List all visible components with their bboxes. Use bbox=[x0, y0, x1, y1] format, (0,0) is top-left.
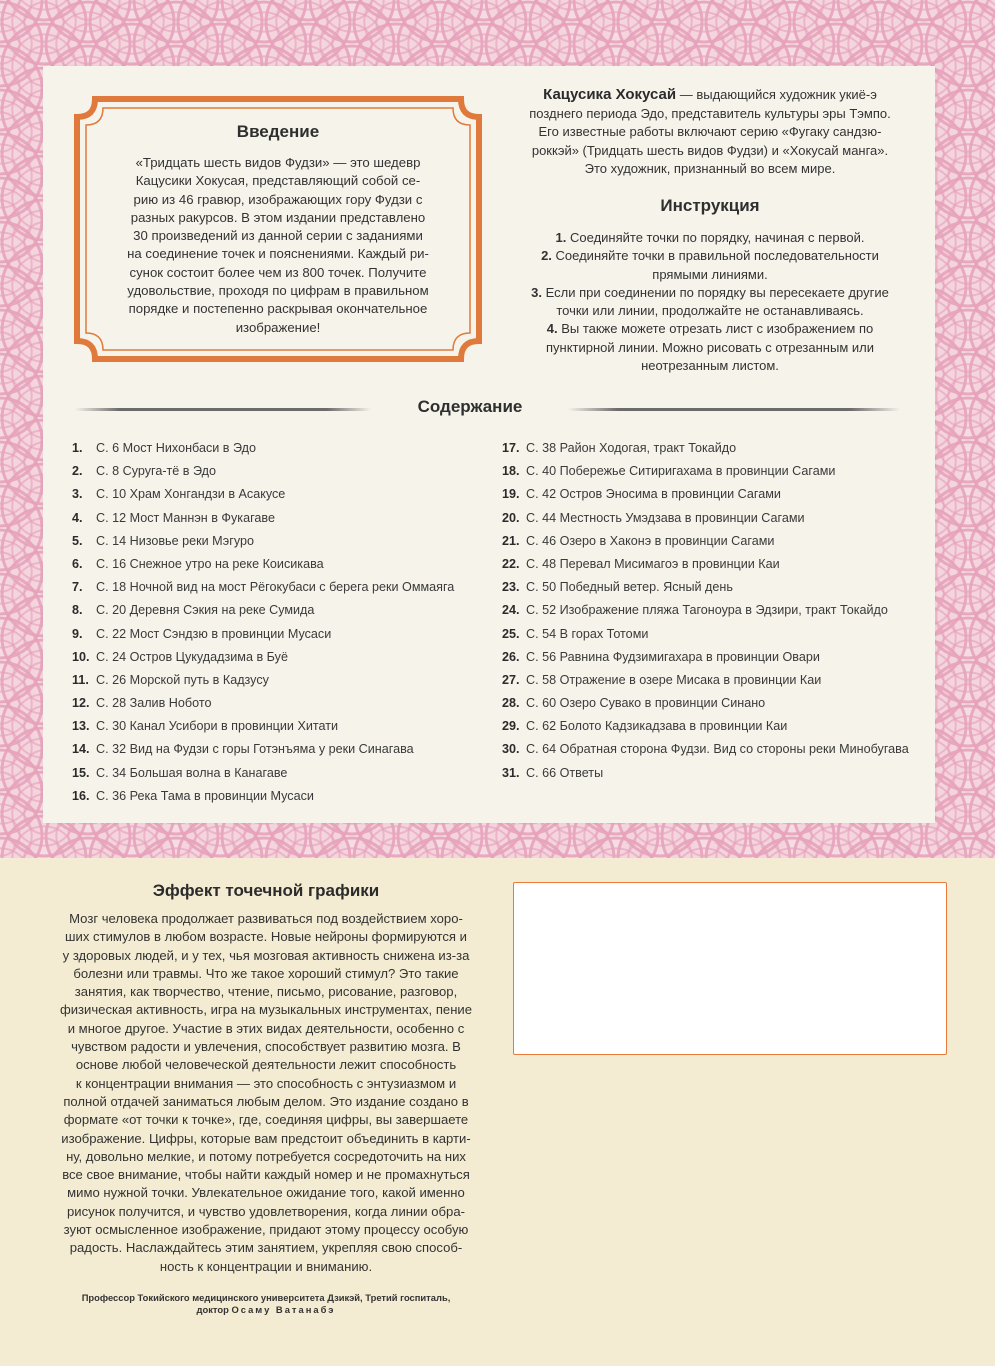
toc-item bbox=[502, 738, 932, 761]
toc-number: 27. bbox=[502, 672, 520, 687]
toc-text: С. 34 Большая волна в Канагаве bbox=[96, 765, 288, 780]
toc-number: 19. bbox=[502, 487, 520, 502]
toc-number: 5. bbox=[72, 533, 83, 548]
toc-item bbox=[72, 530, 492, 553]
empty-drawing-box bbox=[513, 882, 947, 1055]
toc-item bbox=[502, 437, 932, 460]
contents-heading bbox=[75, 394, 900, 424]
effect-line: ших стимулов в любом возрасте. Новые нейроны формируются и bbox=[65, 929, 467, 945]
signature-line bbox=[45, 1304, 487, 1316]
toc-number: 20. bbox=[502, 510, 520, 525]
toc-number: 6. bbox=[72, 556, 83, 571]
toc-item bbox=[502, 646, 932, 669]
instruction-number: 2. bbox=[541, 248, 552, 264]
instruction-line: неотрезанным листом. bbox=[641, 358, 779, 374]
instruction-line bbox=[510, 284, 910, 302]
effect-line: чувством радости и увлечения, способствует развитию мозга. В bbox=[71, 1039, 461, 1055]
instruction-item bbox=[510, 284, 910, 321]
intro-line: 30 произведений из данной серии с заданиями bbox=[133, 228, 423, 244]
toc-item bbox=[72, 437, 492, 460]
instruction-text: Соединяйте точки в правильной последовательности bbox=[551, 248, 879, 264]
toc-text: С. 46 Озеро в Хаконэ в провинции Сагами bbox=[526, 533, 775, 548]
divider-left bbox=[75, 408, 371, 411]
toc-item bbox=[502, 715, 932, 738]
intro-line: на соединение точек и пояснениями. Каждый ри- bbox=[127, 246, 429, 262]
instruction-text: Если при соединении по порядку вы пересекаете другие bbox=[542, 284, 889, 300]
toc-number: 3. bbox=[72, 487, 83, 502]
toc-number: 14. bbox=[72, 742, 90, 757]
toc-number: 1. bbox=[72, 441, 83, 455]
instruction-line bbox=[510, 320, 910, 338]
effect-title: Эффект точечной графики bbox=[152, 881, 380, 900]
toc-text: С. 42 Остров Эносима в провинции Сагами bbox=[526, 487, 781, 502]
toc-text: С. 38 Район Ходогая, тракт Токайдо bbox=[526, 441, 737, 455]
instruction-text: Вы также можете отрезать лист с изображением по bbox=[557, 321, 874, 337]
signature-prefix: доктор bbox=[196, 1304, 232, 1315]
toc-item bbox=[72, 553, 492, 576]
toc-item bbox=[502, 507, 932, 530]
author-first-line bbox=[510, 86, 910, 105]
instruction-item bbox=[510, 247, 910, 284]
toc-item bbox=[502, 692, 932, 715]
toc-text: С. 64 Обратная сторона Фудзи. Вид со стороны реки Минобугава bbox=[526, 742, 909, 757]
author-name: Кацусика Хокусай bbox=[543, 86, 677, 103]
effect-line: формате «от точки к точке», где, соединяя цифры, вы завершаете bbox=[63, 1112, 469, 1128]
toc-item bbox=[72, 738, 492, 761]
signature-line: Профессор Токийского медицинского университета Дзикэй, Третий госпиталь, bbox=[81, 1292, 451, 1303]
effect-line: болезни или травмы. Что же такое хороший стимул? Это такие bbox=[73, 965, 459, 981]
effect-line: полной отдачей заниматься любым делом. Это издание создано в bbox=[63, 1093, 469, 1109]
toc-number: 31. bbox=[502, 765, 520, 780]
toc-text: С. 20 Деревня Сэкия на реке Сумида bbox=[96, 603, 315, 618]
effect-line: ну, довольно мелкие, и потому потребуется сосредоточить на них bbox=[66, 1148, 466, 1164]
intro-line: удовольствие, проходя по цифрам в правильном bbox=[127, 283, 429, 299]
toc-item bbox=[72, 460, 492, 483]
author-line: Это художник, признанный во всем мире. bbox=[584, 161, 836, 176]
toc-text: С. 48 Перевал Мисимагоэ в провинции Каи bbox=[526, 556, 780, 571]
toc-number: 24. bbox=[502, 603, 520, 618]
toc-text: С. 60 Озеро Сувако в провинции Синано bbox=[526, 696, 766, 711]
toc-text: С. 58 Отражение в озере Мисака в провинции Каи bbox=[526, 672, 822, 687]
author-line: Его известные работы включают серию «Фугаку сандзю- bbox=[538, 124, 882, 139]
toc-number: 26. bbox=[502, 649, 520, 664]
toc-column-left bbox=[72, 437, 492, 808]
toc-number: 9. bbox=[72, 626, 83, 641]
toc-text: С. 18 Ночной вид на мост Рёгокубаси с берега реки Оммаяга bbox=[96, 580, 455, 595]
toc-item bbox=[502, 762, 932, 785]
toc-number: 10. bbox=[72, 649, 90, 664]
toc-text: С. 28 Залив Нобото bbox=[96, 696, 212, 711]
instructions-title: Инструкция bbox=[660, 196, 760, 215]
toc-item bbox=[72, 692, 492, 715]
toc-text: С. 56 Равнина Фудзимигахара в провинции Овари bbox=[526, 649, 820, 664]
toc-text: С. 22 Мост Сэндзю в провинции Мусаси bbox=[96, 626, 332, 641]
instruction-line bbox=[510, 247, 910, 265]
instruction-text: Соединяйте точки по порядку, начиная с первой. bbox=[566, 230, 865, 245]
toc-text: С. 32 Вид на Фудзи с горы Готэнъяма у реки Синагава bbox=[96, 742, 414, 757]
author-description bbox=[510, 86, 910, 179]
toc-number: 11. bbox=[72, 672, 89, 687]
effect-line: изображение. Цифры, которые вам предстоит объединить в карти- bbox=[61, 1130, 471, 1146]
instruction-item bbox=[510, 320, 910, 375]
toc-number: 8. bbox=[72, 603, 83, 618]
intro-line: Кацусики Хокусая, представляющий собой се- bbox=[135, 173, 421, 189]
toc-number: 30. bbox=[502, 742, 520, 757]
toc-text: С. 10 Храм Хонгандзи в Асакусе bbox=[96, 487, 286, 502]
toc-text: С. 36 Река Тама в провинции Мусаси bbox=[96, 788, 314, 803]
instructions-list bbox=[510, 229, 910, 375]
intro-line: разных ракурсов. В этом издании представлено bbox=[130, 209, 426, 225]
toc-number: 17. bbox=[502, 441, 520, 455]
toc-item bbox=[72, 623, 492, 646]
author-line: роккэй» (Тридцать шесть видов Фудзи) и «Хокусай манга». bbox=[531, 142, 889, 158]
toc-item bbox=[72, 576, 492, 599]
intro-frame bbox=[73, 95, 483, 363]
effect-text bbox=[40, 910, 492, 1276]
toc-item bbox=[502, 576, 932, 599]
divider-right bbox=[568, 408, 900, 411]
intro-line: сунок состоит более чем из 800 точек. Получите bbox=[129, 264, 427, 280]
intro-line: изображение! bbox=[235, 319, 321, 335]
signature bbox=[45, 1292, 487, 1316]
toc-text: С. 50 Победный ветер. Ясный день bbox=[526, 580, 733, 595]
effect-line: основе любой человеческой деятельности лежит способность bbox=[75, 1057, 457, 1073]
toc-item bbox=[72, 762, 492, 785]
toc-number: 15. bbox=[72, 765, 90, 780]
toc-text: С. 12 Мост Маннэн в Фукагаве bbox=[96, 510, 275, 525]
intro-line: рию из 46 гравюр, изображающих гору Фудзи с bbox=[133, 191, 423, 207]
toc-number: 18. bbox=[502, 464, 520, 479]
toc-item bbox=[502, 530, 932, 553]
toc-item bbox=[502, 483, 932, 506]
effect-line: к концентрации внимания — это способность с энтузиазмом и bbox=[75, 1075, 457, 1091]
effect-line: радость. Наслаждайтесь этим занятием, укрепляя свою способ- bbox=[69, 1240, 463, 1256]
toc-number: 25. bbox=[502, 626, 520, 641]
signature-name: Осаму Ватанабэ bbox=[231, 1304, 336, 1315]
toc-text: С. 6 Мост Нихонбаси в Эдо bbox=[96, 441, 256, 455]
instruction-number: 1. bbox=[555, 230, 567, 245]
toc-number: 4. bbox=[72, 510, 83, 525]
effect-line: все свое внимание, чтобы найти каждый номер и не промахнуться bbox=[62, 1167, 470, 1183]
toc-number: 29. bbox=[502, 719, 520, 734]
toc-item bbox=[72, 785, 492, 808]
toc-item bbox=[502, 553, 932, 576]
intro-line: «Тридцать шесть видов Фудзи» — это шедевр bbox=[135, 155, 421, 170]
instruction-number: 3. bbox=[531, 284, 543, 300]
toc-text: С. 66 Ответы bbox=[526, 765, 604, 780]
toc-number: 12. bbox=[72, 696, 90, 711]
toc-number: 13. bbox=[72, 719, 90, 734]
instruction-line bbox=[510, 229, 910, 247]
contents-title: Содержание bbox=[417, 397, 523, 416]
toc-item bbox=[72, 599, 492, 622]
instruction-line: пунктирной линии. Можно рисовать с отрезанным или bbox=[546, 339, 874, 355]
effect-line: рисунок получится, и чувство удовлетворения, когда линии обра- bbox=[67, 1203, 465, 1219]
toc-number: 16. bbox=[72, 788, 90, 803]
toc-number: 2. bbox=[72, 464, 83, 479]
author-first-line-rest: — выдающийся художник укиё-э bbox=[676, 87, 877, 102]
effect-line: занятия, как творчество, чтение, письмо, рисование, разговор, bbox=[74, 984, 458, 1000]
toc-text: С. 40 Побережье Ситиригахама в провинции Сагами bbox=[526, 464, 836, 479]
effect-line: зуют осмысленное изображение, придают этому процессу особую bbox=[63, 1222, 469, 1238]
toc-item bbox=[72, 669, 492, 692]
toc-text: С. 24 Остров Цукудадзима в Буё bbox=[96, 649, 288, 664]
toc-column-right bbox=[502, 437, 932, 785]
toc-text: С. 54 В горах Тотоми bbox=[526, 626, 649, 641]
toc-number: 22. bbox=[502, 556, 520, 571]
toc-item bbox=[502, 623, 932, 646]
toc-text: С. 16 Снежное утро на реке Коисикава bbox=[96, 556, 324, 571]
instruction-number: 4. bbox=[546, 321, 558, 337]
toc-number: 28. bbox=[502, 696, 520, 711]
toc-item bbox=[502, 669, 932, 692]
instruction-item bbox=[510, 229, 910, 247]
effect-line: мимо нужной точки. Увлекательное ожидание того, какой именно bbox=[67, 1185, 465, 1201]
toc-item bbox=[72, 646, 492, 669]
toc-text: С. 8 Суруга-тё в Эдо bbox=[96, 464, 216, 479]
instruction-line: точки или линии, продолжайте не останавливаясь. bbox=[556, 303, 864, 319]
author-line: позднего периода Эдо, представитель культуры эры Тэмпо. bbox=[529, 105, 891, 121]
effect-line: и многое другое. Участие в этих видах деятельности, особенно с bbox=[67, 1020, 465, 1036]
toc-number: 23. bbox=[502, 580, 520, 595]
effect-line: физическая активность, игра на музыкальных инструментах, пение bbox=[59, 1002, 473, 1018]
toc-item bbox=[502, 599, 932, 622]
toc-text: С. 14 Низовье реки Мэгуро bbox=[96, 533, 254, 548]
toc-item bbox=[502, 460, 932, 483]
toc-item bbox=[72, 715, 492, 738]
intro-line: порядке и постепенно раскрывая окончательное bbox=[128, 301, 428, 317]
intro-title: Введение bbox=[236, 122, 320, 141]
effect-line: ность к концентрации и вниманию. bbox=[159, 1258, 373, 1274]
effect-line: у здоровых людей, и у тех, чья мозговая активность снижена из-за bbox=[62, 947, 470, 963]
toc-number: 7. bbox=[72, 580, 83, 595]
toc-item bbox=[72, 507, 492, 530]
toc-text: С. 26 Морской путь в Кадзусу bbox=[96, 672, 269, 687]
instruction-line: прямыми линиями. bbox=[652, 266, 768, 282]
toc-item bbox=[72, 483, 492, 506]
toc-text: С. 62 Болото Кадзикадзава в провинции Каи bbox=[526, 719, 788, 734]
toc-text: С. 30 Канал Усибори в провинции Хитати bbox=[96, 719, 339, 734]
toc-number: 21. bbox=[502, 533, 520, 548]
toc-text: С. 44 Местность Умэдзава в провинции Сагами bbox=[526, 510, 805, 525]
intro-text bbox=[115, 154, 441, 337]
toc-text: С. 52 Изображение пляжа Тагоноура в Эдзири, тракт Токайдо bbox=[526, 603, 888, 618]
effect-line: Мозг человека продолжает развиваться под воздействием хоро- bbox=[69, 911, 463, 926]
